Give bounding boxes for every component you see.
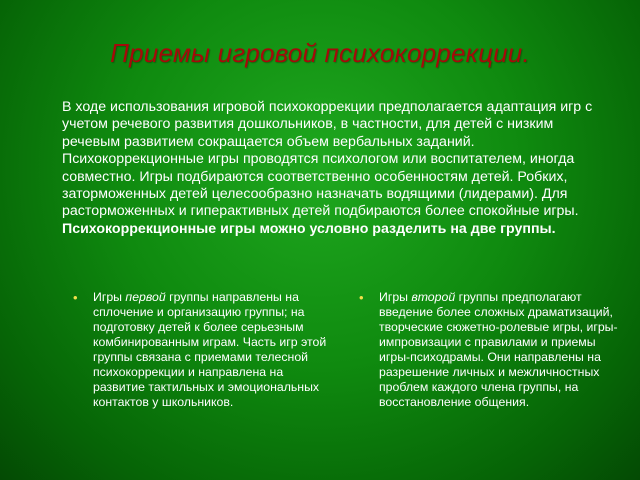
right-body: группы предполагают введение более сложных драматизаций, творческие сюжетно-ролевые игры, игры-импровизации с правилами и приемы игры-психодрамы. Они направлены на разрешение личных и межличностных проблем каждого члена группы, на восстановление общения. xyxy=(379,290,618,409)
right-column xyxy=(359,290,621,410)
left-column xyxy=(73,290,335,410)
slide-title: Приемы игровой психокоррекции. xyxy=(110,38,530,68)
intro-text: В ходе использования игровой психокоррекции предполагается адаптация игр с учетом речевого развития дошкольников, в частности, для детей с низким речевым развитием сокращается объем вербальных заданий. Психокоррекционные игры проводятся психологом или воспитателем, иногда совместно. Игры подбираются соответственно особенностям детей. Робких, заторможенных детей целесообразно назначать водящими (лидерами). Для расторможенных и гиперактивных детей подбираются более спокойные игры. xyxy=(62,99,593,220)
left-prefix: Игры xyxy=(93,290,126,304)
left-column-text xyxy=(93,290,335,410)
right-emphasis: второй xyxy=(411,290,456,304)
left-body: группы направлены на сплочение и организацию группы; на подготовку детей к более серьезным комбинированным играм. Часть игр этой группы связана с приемами телесной психокоррекции и направлена на развитие тактильных и эмоциональных контактов у школьников. xyxy=(93,290,327,409)
intro-paragraph xyxy=(62,99,602,238)
right-column-text xyxy=(379,290,621,410)
right-prefix: Игры xyxy=(379,290,412,304)
bullet-dot-icon: • xyxy=(359,290,364,305)
intro-bold-text: Психокоррекционные игры можно условно разделить на две группы. xyxy=(62,220,556,237)
bullet-dot-icon: • xyxy=(73,290,78,305)
left-emphasis: первой xyxy=(125,290,166,304)
